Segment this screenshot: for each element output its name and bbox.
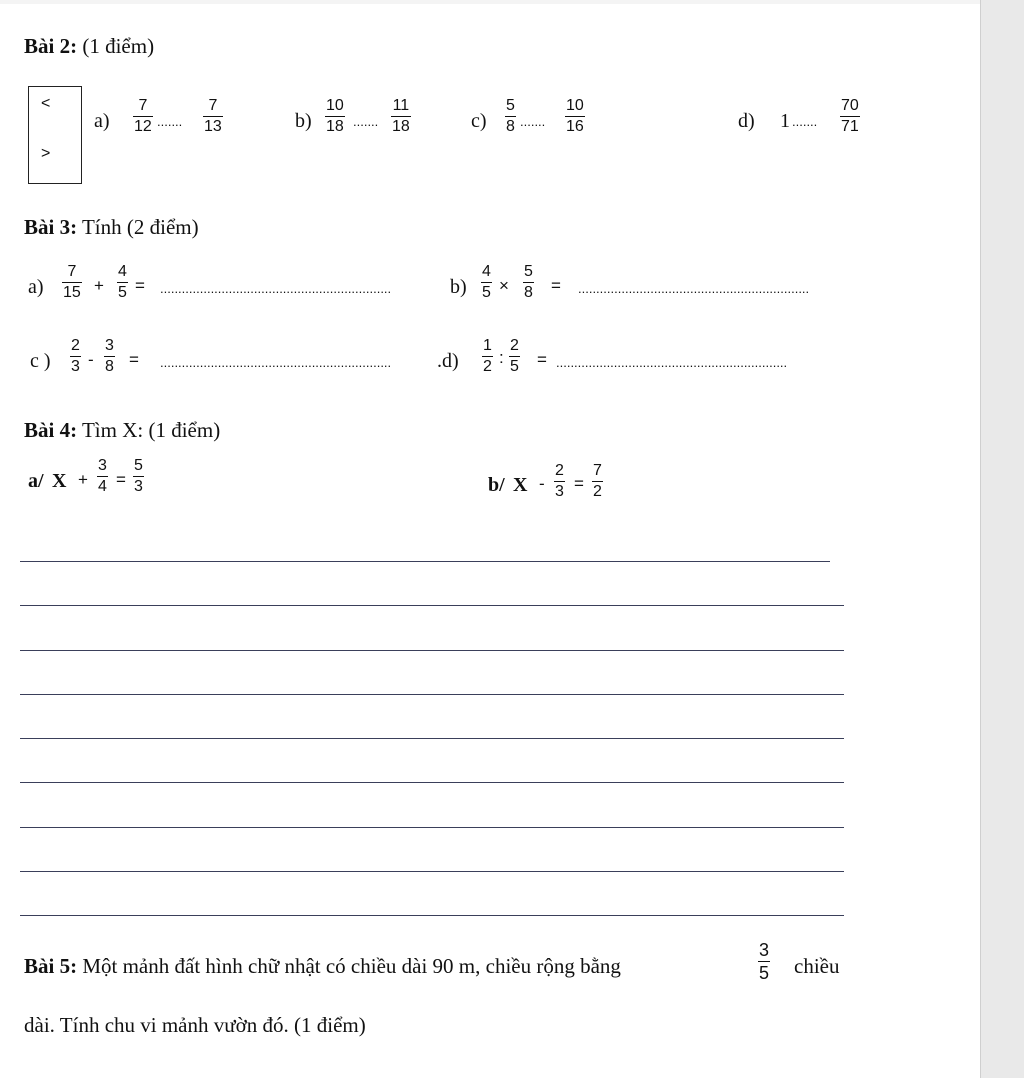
fraction: 10 16 xyxy=(566,97,584,135)
answer-blank[interactable]: ................................................................ xyxy=(578,281,810,296)
bai5-problem-line1: Bài 5: Một mảnh đất hình chữ nhật có chiều dài 90 m, chiều rộng bằng xyxy=(24,954,621,978)
fraction: 7 2 xyxy=(593,462,602,500)
plus-operator: + xyxy=(78,470,88,489)
minus-operator: - xyxy=(88,350,94,369)
fraction: 7 12 xyxy=(134,97,152,135)
fraction: 4 5 xyxy=(482,263,491,301)
compare-blank[interactable]: ....... xyxy=(520,114,546,129)
compare-blank[interactable]: ....... xyxy=(353,114,379,129)
fraction: 70 71 xyxy=(841,97,859,135)
variable-x: X xyxy=(513,474,528,496)
plus-operator: + xyxy=(94,276,104,295)
answer-blank[interactable]: ................................................................ xyxy=(160,355,392,370)
fraction: 3 4 xyxy=(98,457,107,495)
writing-line[interactable] xyxy=(20,694,844,695)
fraction: 5 8 xyxy=(506,97,515,135)
bai2-a-label: a) xyxy=(94,110,110,132)
writing-line[interactable] xyxy=(20,605,844,606)
bai2-heading: Bài 2: (1 điểm) xyxy=(24,34,155,58)
multiply-operator: × xyxy=(499,276,509,295)
fraction: 4 5 xyxy=(118,263,127,301)
fraction: 5 8 xyxy=(524,263,533,301)
bai2-c-label: c) xyxy=(471,110,487,132)
fraction: 5 3 xyxy=(134,457,143,495)
bai4-heading: Bài 4: Tìm X: (1 điểm) xyxy=(24,418,221,442)
top-edge xyxy=(0,0,980,4)
writing-line[interactable] xyxy=(20,871,844,872)
fraction: 2 5 xyxy=(510,337,519,375)
compare-blank[interactable]: ....... xyxy=(157,114,183,129)
fraction: 11 18 xyxy=(392,97,410,135)
less-than-sign: < xyxy=(41,95,51,112)
equals-sign: = xyxy=(537,350,547,369)
bai5-problem-line2: dài. Tính chu vi mảnh vườn đó. (1 điểm) xyxy=(24,1013,366,1037)
bai2-d-label: d) xyxy=(738,110,755,132)
compare-blank[interactable]: ....... xyxy=(792,114,818,129)
equals-sign: = xyxy=(116,470,126,489)
bai4-b-label: b/ xyxy=(488,474,505,496)
answer-blank[interactable]: ................................................................ xyxy=(556,355,788,370)
fraction: 1 2 xyxy=(483,337,492,375)
writing-line[interactable] xyxy=(20,738,844,739)
greater-than-sign: > xyxy=(41,145,51,162)
minus-operator: - xyxy=(539,474,545,493)
writing-line[interactable] xyxy=(20,827,844,828)
bai2-d-whole: 1 xyxy=(780,110,790,132)
equals-sign: = xyxy=(135,276,145,295)
writing-line[interactable] xyxy=(20,915,844,916)
equals-sign: = xyxy=(551,276,561,295)
variable-x: X xyxy=(52,470,67,492)
equals-sign: = xyxy=(574,474,584,493)
bai2-b-label: b) xyxy=(295,110,312,132)
bai3-c-label: c ) xyxy=(30,350,51,372)
writing-line[interactable] xyxy=(20,650,844,651)
bai3-a-label: a) xyxy=(28,276,44,298)
bai4-a-label: a/ xyxy=(28,470,44,492)
fraction: 3 8 xyxy=(105,337,114,375)
sign-choice-box xyxy=(28,86,82,184)
fraction: 7 13 xyxy=(204,97,222,135)
fraction: 10 18 xyxy=(326,97,344,135)
answer-blank[interactable]: ................................................................ xyxy=(160,281,392,296)
bai3-heading: Bài 3: Tính (2 điểm) xyxy=(24,215,199,239)
fraction: 3 5 xyxy=(759,940,770,983)
writing-line[interactable] xyxy=(20,561,830,562)
writing-line[interactable] xyxy=(20,782,844,783)
fraction: 2 3 xyxy=(555,462,564,500)
fraction: 7 15 xyxy=(63,263,81,301)
divide-operator: : xyxy=(499,348,504,367)
equals-sign: = xyxy=(129,350,139,369)
page-margin-gutter xyxy=(980,0,1024,1078)
bai3-d-label: .d) xyxy=(437,350,459,372)
fraction: 2 3 xyxy=(71,337,80,375)
bai5-text-after: chiều xyxy=(794,954,840,978)
bai3-b-label: b) xyxy=(450,276,467,298)
